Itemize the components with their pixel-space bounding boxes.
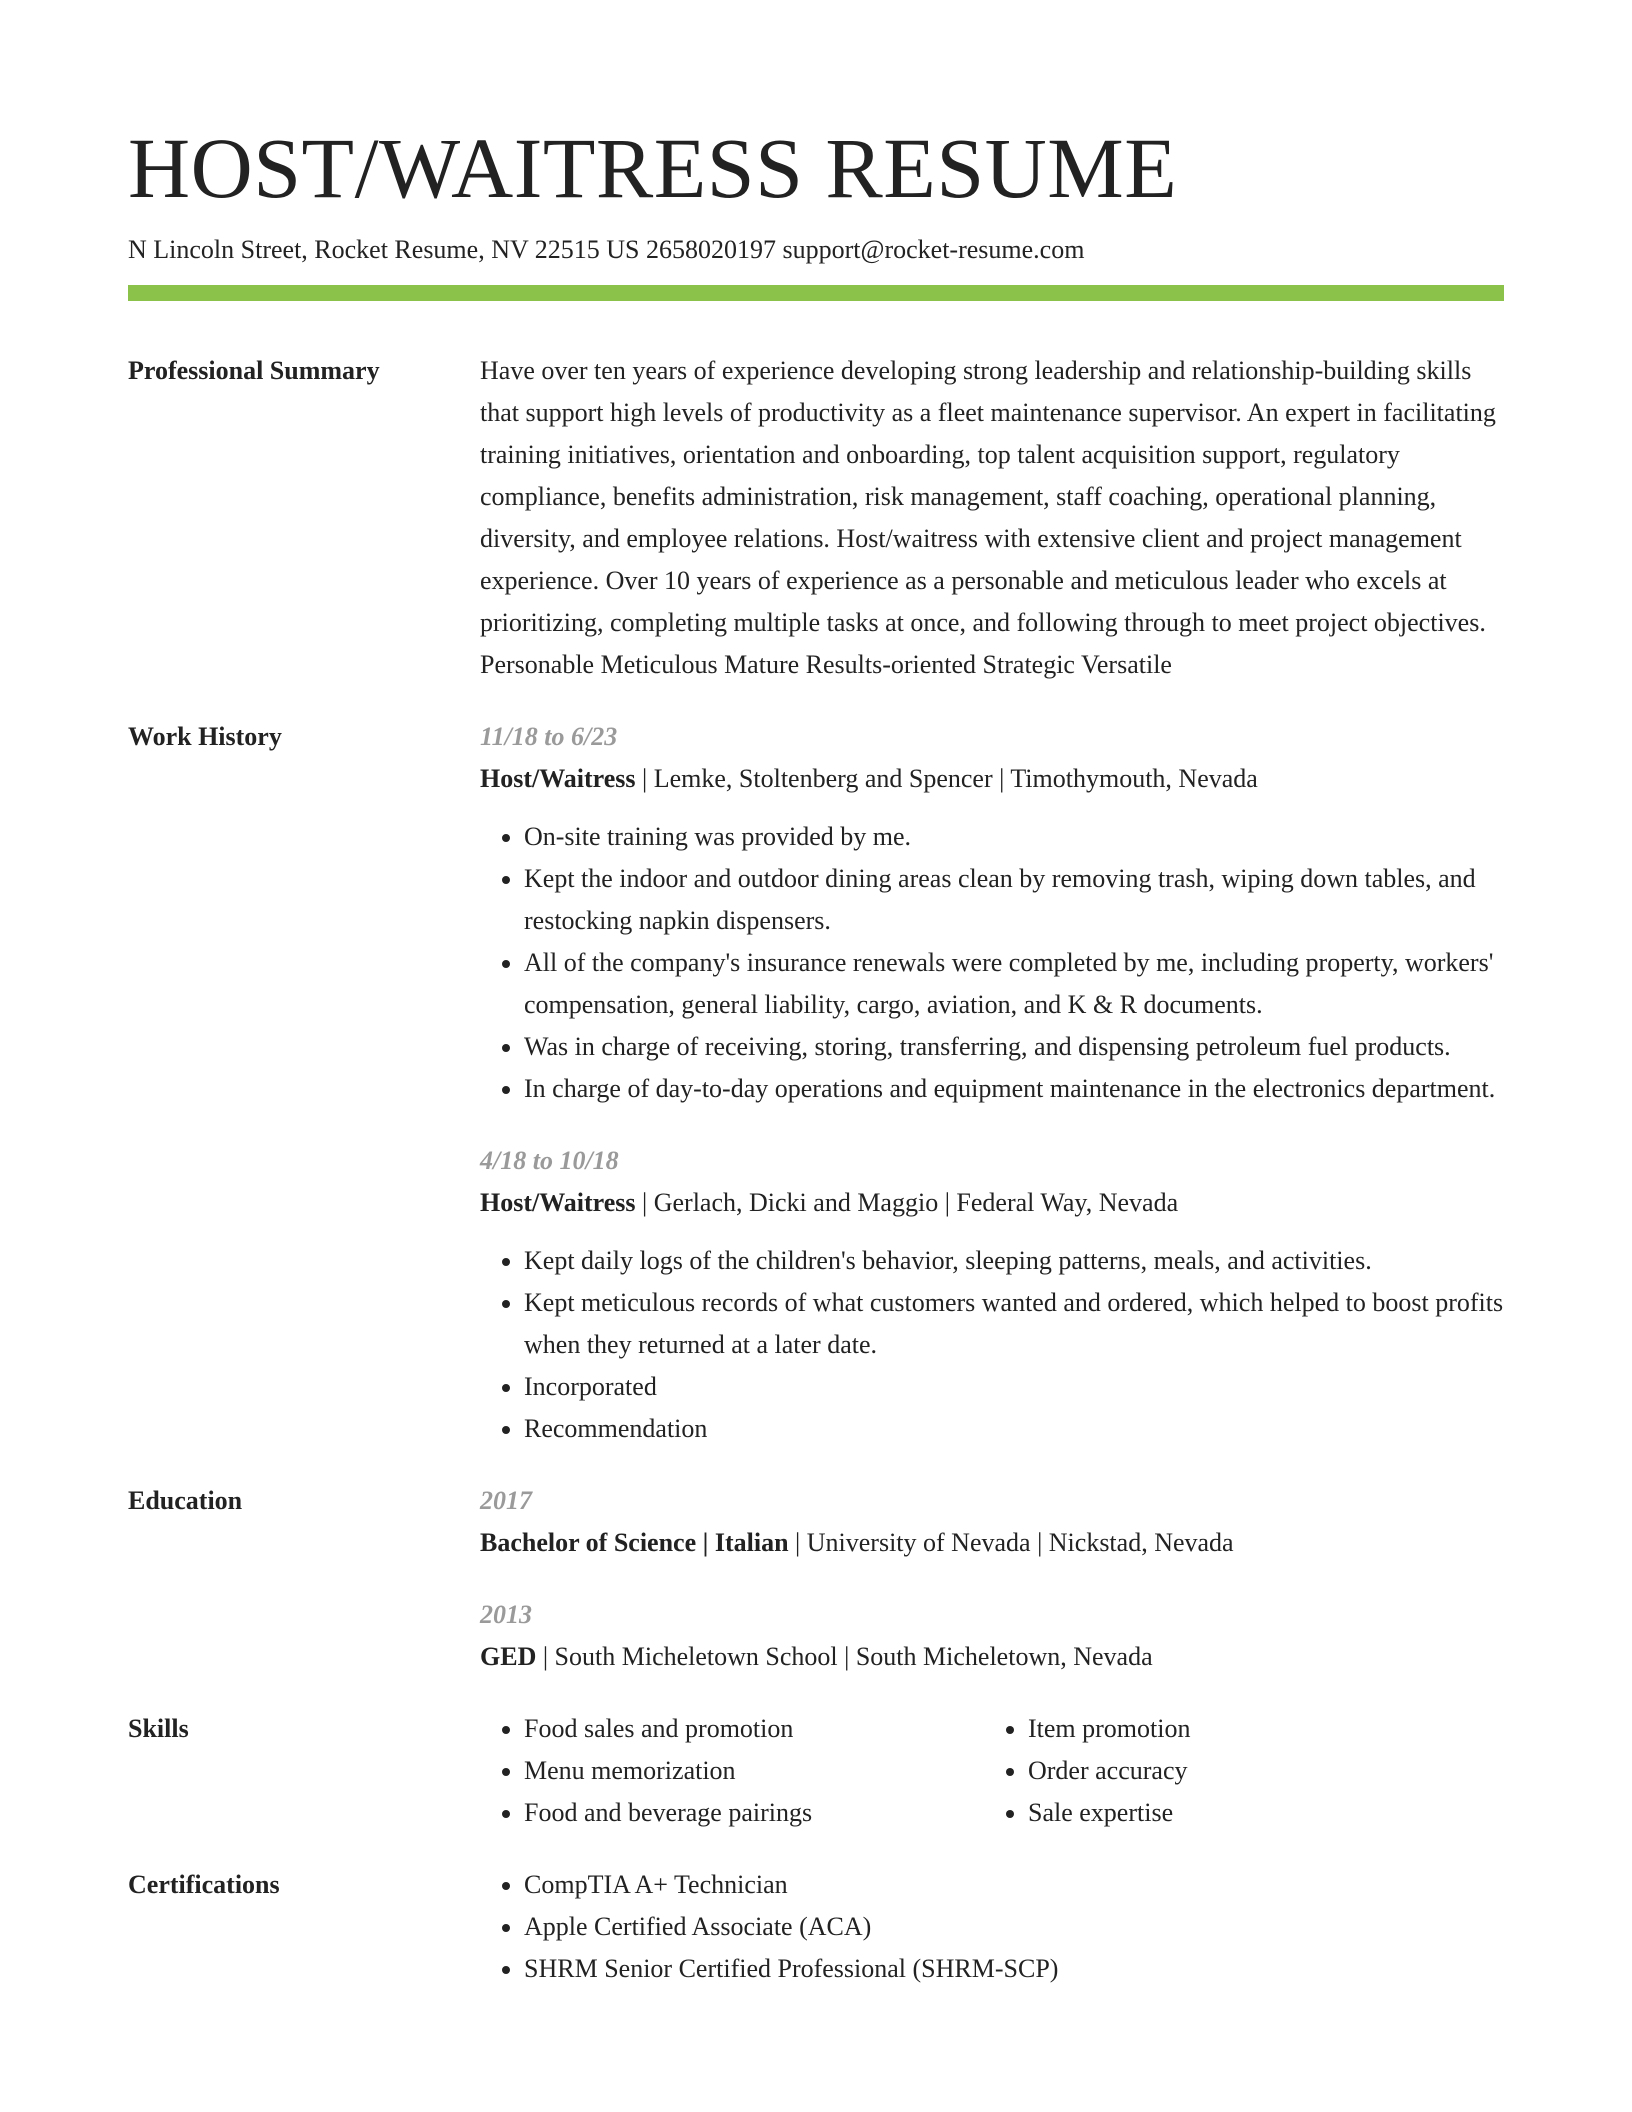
school-details: | South Micheletown School | South Micheletown, Nevada: [536, 1642, 1153, 1671]
skill-item: • Food and beverage pairings: [524, 1792, 984, 1834]
summary-text: Have over ten years of experience developing strong leadership and relationship-building skills that support high levels of productivity as a fleet maintenance supervisor. An expert in facilitating training initiatives, orientation and onboarding, top talent acquisition support, regulatory compliance, benefits administration, risk management, staff coaching, operational planning, diversity, and employee relations. Host/waitress with extensive client and project management experience. Over 10 years of experience as a personable and meticulous leader who excels at prioritizing, completing multiple tasks at once, and following through to meet project objectives. Personable Meticulous Mature Results-oriented Strategic Versatile: [480, 356, 1496, 679]
job-role-line: [480, 1182, 1504, 1224]
list-item: • Incorporated: [524, 1366, 1504, 1408]
school-details: | University of Nevada | Nickstad, Nevada: [788, 1528, 1234, 1557]
degree: Bachelor of Science | Italian: [480, 1528, 789, 1557]
certification-item: • Apple Certified Associate (ACA): [524, 1906, 1504, 1948]
job-date: 11/18 to 6/23: [480, 722, 618, 751]
section-label: Work History: [128, 722, 282, 751]
job-details: | Gerlach, Dicki and Maggio | Federal Way, Nevada: [635, 1188, 1179, 1217]
job-details: | Lemke, Stoltenberg and Spencer | Timothymouth, Nevada: [635, 764, 1258, 793]
skills-column: [984, 1708, 1190, 1834]
section-label: Professional Summary: [128, 356, 380, 385]
skill-item: • Menu memorization: [524, 1750, 984, 1792]
skills-grid: [480, 1708, 1504, 1834]
certifications-section: [128, 1864, 1504, 1990]
skills-column: [480, 1708, 984, 1834]
work-history-section: [128, 716, 1504, 1450]
header-divider: [128, 285, 1504, 301]
section-body: [480, 350, 1504, 686]
job-entry: [480, 1140, 1504, 1450]
list-item: • On-site training was provided by me.: [524, 816, 1504, 858]
skill-item: • Food sales and promotion: [524, 1708, 984, 1750]
education-entry: [480, 1594, 1504, 1678]
education-date: 2013: [480, 1600, 532, 1629]
degree: GED: [480, 1642, 537, 1671]
section-body: [480, 1708, 1504, 1834]
list-item: • Was in charge of receiving, storing, transferring, and dispensing petroleum fuel products.: [524, 1026, 1504, 1068]
job-title: Host/Waitress: [480, 1188, 636, 1217]
job-title: Host/Waitress: [480, 764, 636, 793]
job-bullets: [480, 816, 1504, 1110]
list-item: • All of the company's insurance renewals were completed by me, including property, workers' compensation, general liability, cargo, aviation, and K & R documents.: [524, 942, 1504, 1026]
section-label: Certifications: [128, 1870, 280, 1899]
certification-item: • CompTIA A+ Technician: [524, 1864, 1504, 1906]
resume-content: [128, 350, 1504, 2020]
summary-section: [128, 350, 1504, 686]
skill-item: • Order accuracy: [1028, 1750, 1190, 1792]
page-title: HOST/WAITRESS RESUME: [128, 120, 1178, 216]
skills-section: [128, 1708, 1504, 1834]
job-entry: [480, 716, 1504, 1110]
skill-item: • Sale expertise: [1028, 1792, 1190, 1834]
section-body: [480, 1480, 1504, 1678]
education-line: [480, 1522, 1504, 1564]
skill-item: • Item promotion: [1028, 1708, 1190, 1750]
list-item: • Kept daily logs of the children's behavior, sleeping patterns, meals, and activities.: [524, 1240, 1504, 1282]
education-entry: [480, 1480, 1504, 1564]
certification-item: • SHRM Senior Certified Professional (SHRM-SCP): [524, 1948, 1504, 1990]
education-line: [480, 1636, 1504, 1678]
section-label: Education: [128, 1486, 243, 1515]
section-body: [480, 716, 1504, 1450]
list-item: • Recommendation: [524, 1408, 1504, 1450]
resume-header: [128, 118, 1504, 266]
education-section: [128, 1480, 1504, 1678]
contact-line: N Lincoln Street, Rocket Resume, NV 22515 US 2658020197 support@rocket-resume.com: [128, 235, 1085, 264]
list-item: • In charge of day-to-day operations and equipment maintenance in the electronics department.: [524, 1068, 1504, 1110]
certifications-list: [480, 1864, 1504, 1990]
education-date: 2017: [480, 1486, 532, 1515]
section-body: [480, 1864, 1504, 1990]
job-bullets: [480, 1240, 1504, 1450]
list-item: • Kept meticulous records of what customers wanted and ordered, which helped to boost profits when they returned at a later date.: [524, 1282, 1504, 1366]
job-date: 4/18 to 10/18: [480, 1146, 619, 1175]
section-label: Skills: [128, 1714, 189, 1743]
list-item: • Kept the indoor and outdoor dining areas clean by removing trash, wiping down tables, and restocking napkin dispensers.: [524, 858, 1504, 942]
job-role-line: [480, 758, 1504, 800]
